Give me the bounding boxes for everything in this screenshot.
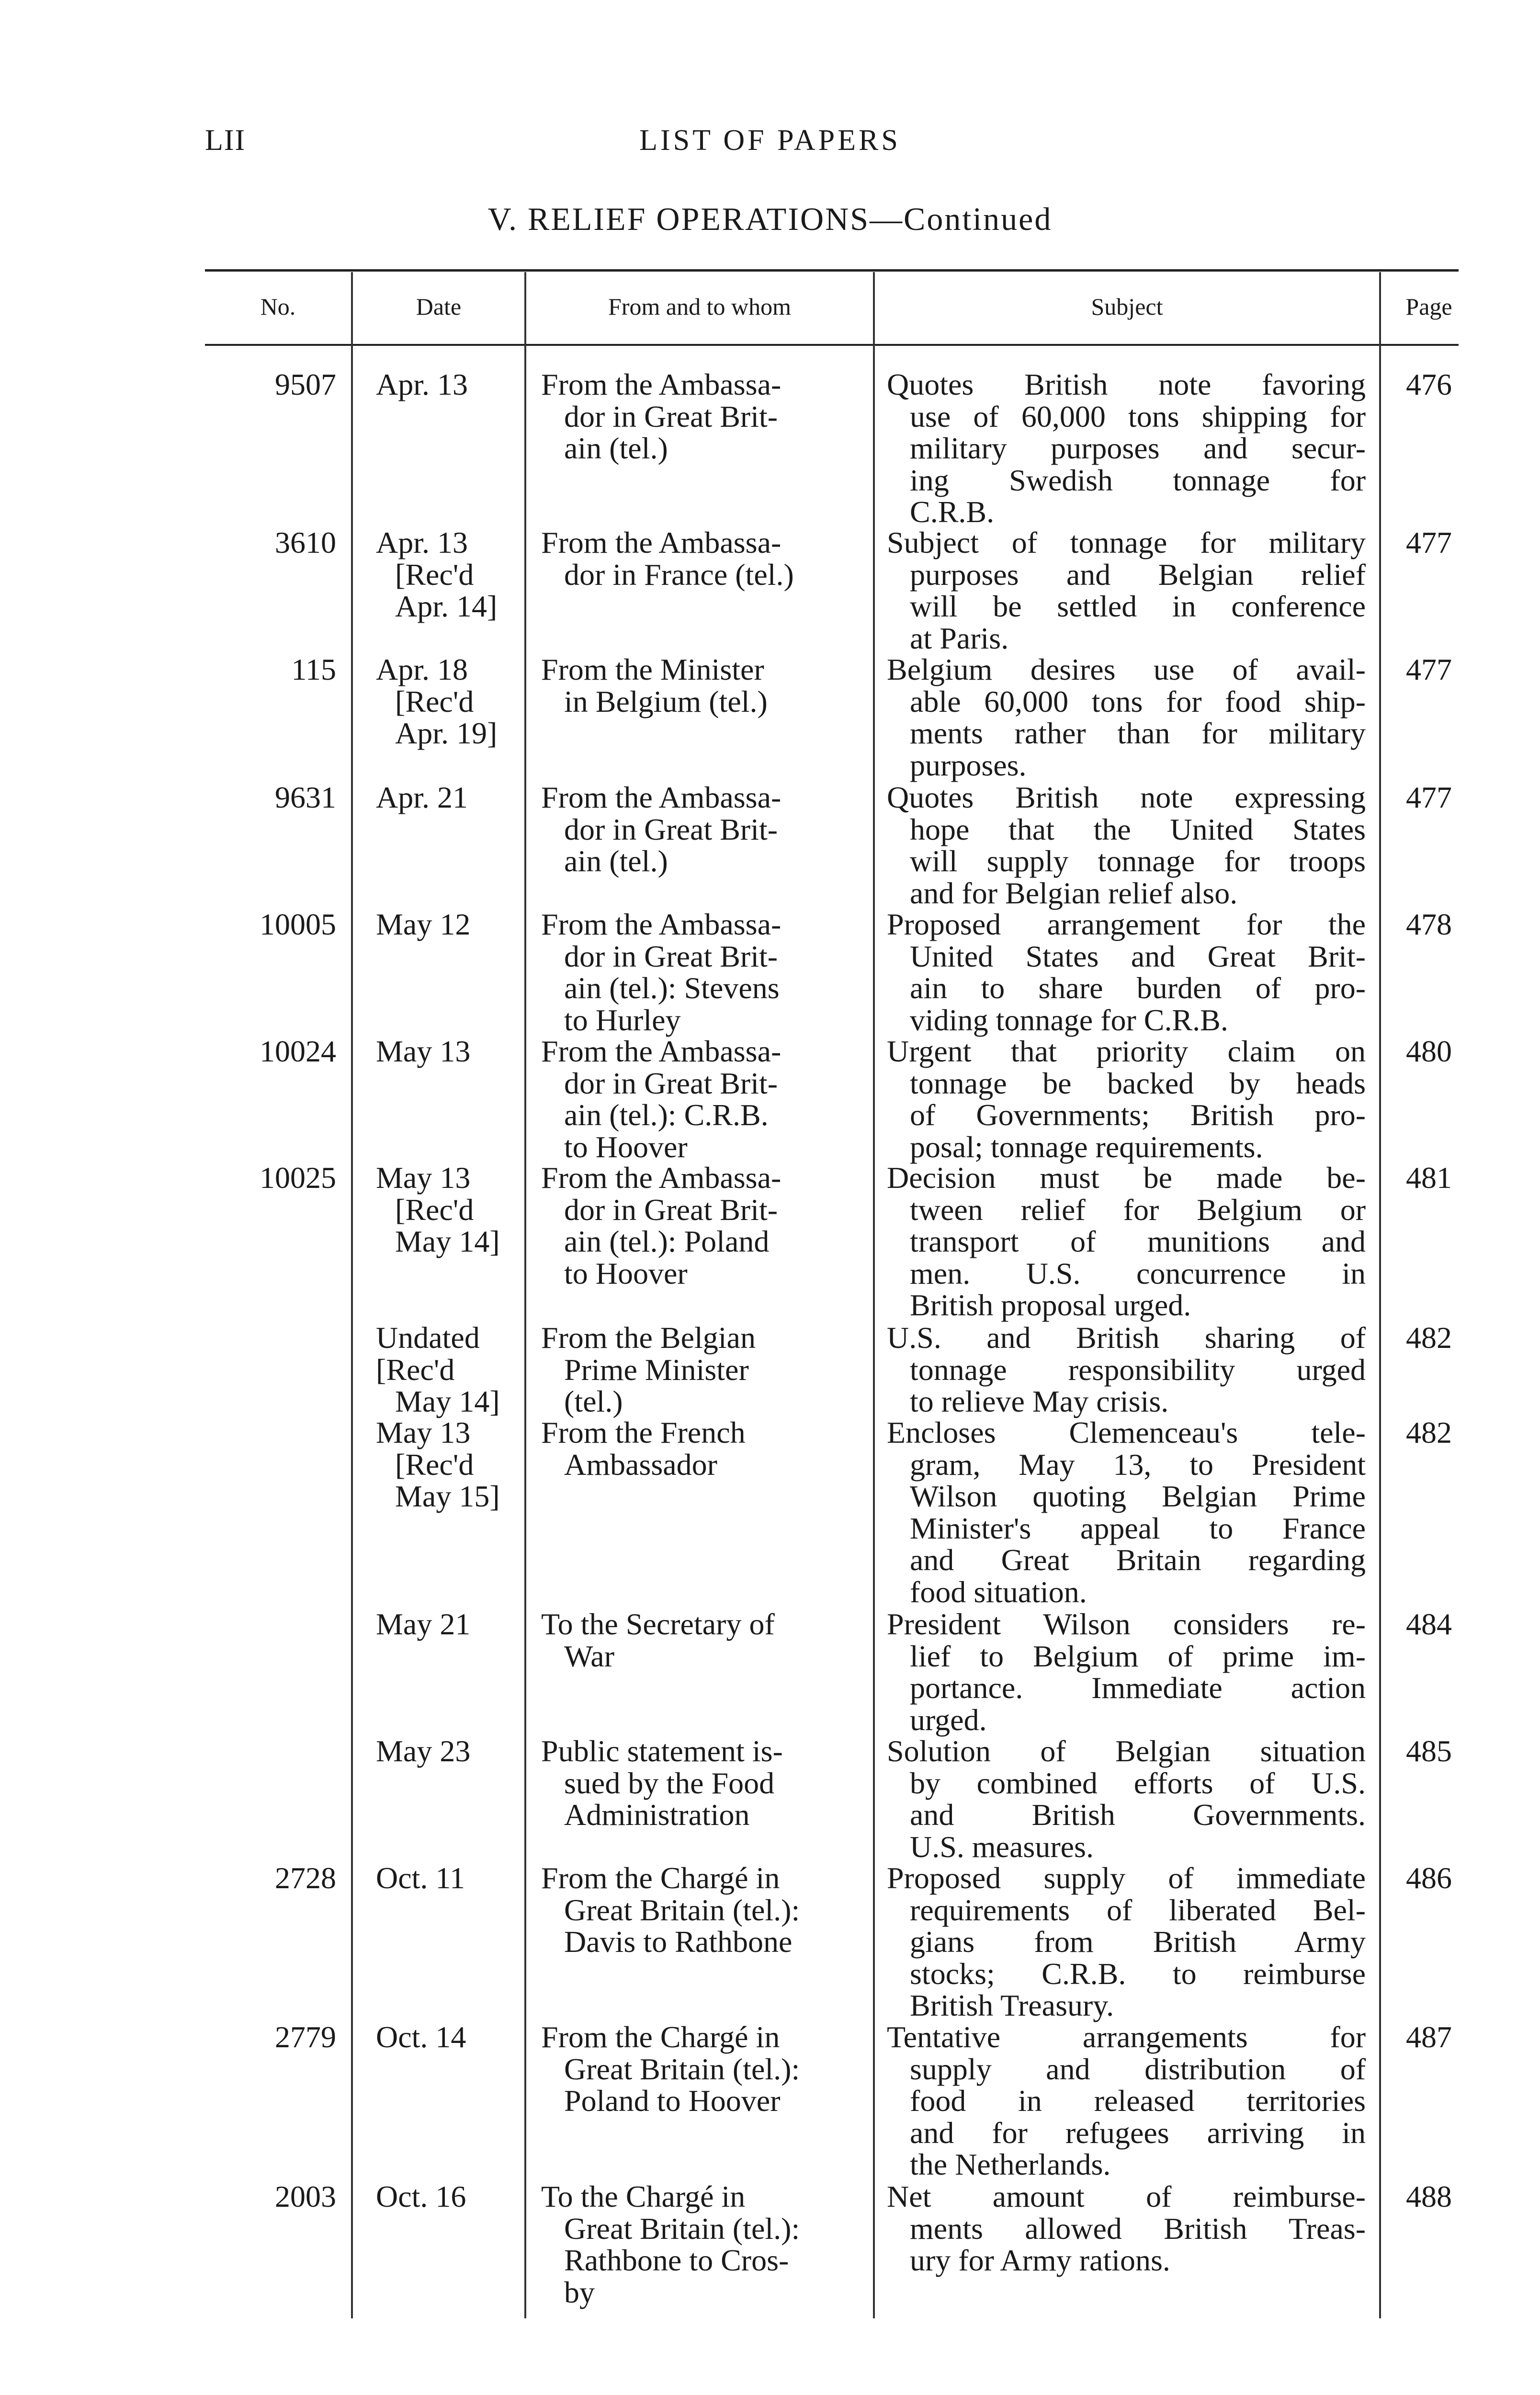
paper-page: 477 (1406, 652, 1452, 686)
from-to-line: to Hoover (564, 1256, 688, 1290)
from-to-line: Davis to Rathbone (564, 1925, 793, 1959)
paper-subject (887, 1417, 1366, 1608)
from-to-line: Great Britain (tel.): (564, 1893, 800, 1927)
paper-date (376, 909, 527, 941)
from-to-line: Rathbone to Cros- (564, 2243, 789, 2277)
paper-from-to (541, 527, 862, 591)
paper-page: 476 (1406, 367, 1452, 401)
from-to-line: From the Ambassa- (541, 367, 781, 401)
from-to-line: From the Ambassa- (541, 780, 781, 814)
from-to-line: From the Chargé in (541, 1861, 780, 1895)
subject-line: U.S. and British sharing of (887, 1321, 1366, 1355)
subject-line: gram, May 13, to President (910, 1447, 1366, 1482)
subject-line: Proposed arrangement for the (887, 907, 1366, 941)
subject-line: Proposed supply of immediate (887, 1861, 1366, 1895)
subject-line: will be settled in conference (910, 589, 1366, 623)
from-to-line: to Hurley (564, 1003, 681, 1037)
paper-from-to (541, 1862, 862, 1958)
subject-line: Subject of tonnage for military (887, 525, 1366, 559)
date-line: Oct. 14 (376, 2020, 466, 2054)
paper-from-to (541, 1322, 862, 1418)
subject-line: British Treasury. (910, 1988, 1114, 2022)
paper-page: 482 (1406, 1321, 1452, 1355)
from-to-line: Ambassador (564, 1447, 717, 1482)
subject-line: tonnage responsibility urged (910, 1352, 1366, 1387)
from-to-line: Great Britain (tel.): (564, 2211, 800, 2246)
from-to-line: ain (tel.): Stevens (564, 971, 780, 1005)
subject-line: food situation. (910, 1574, 1087, 1609)
subject-line: viding tonnage for C.R.B. (910, 1003, 1228, 1037)
subject-line: Net amount of reimburse- (887, 2179, 1366, 2213)
subject-line: of Governments; British pro- (910, 1098, 1366, 1132)
paper-page: 488 (1406, 2179, 1452, 2213)
from-to-line: From the Ambassa- (541, 525, 781, 559)
from-to-line: From the Chargé in (541, 2020, 780, 2054)
subject-line: Decision must be made be- (887, 1161, 1366, 1195)
paper-number: 9507 (275, 367, 336, 401)
from-to-line: in Belgium (tel.) (564, 684, 768, 718)
date-line: May 13 (376, 1161, 471, 1195)
date-line: [Rec'd (395, 1447, 474, 1482)
subject-line: gians from British Army (910, 1925, 1366, 1959)
paper-date (376, 369, 527, 401)
from-to-line: dor in Great Brit- (564, 1066, 778, 1100)
subject-line: ments rather than for military (910, 716, 1366, 750)
from-to-line: To the Secretary of (541, 1607, 775, 1641)
from-to-line: ain (tel.): Poland (564, 1224, 770, 1258)
paper-page: 485 (1406, 1734, 1452, 1768)
paper-date (376, 1608, 527, 1641)
subject-line: by combined efforts of U.S. (910, 1766, 1366, 1800)
column-header-subject: Subject (1091, 293, 1163, 320)
page-number: LII (205, 124, 246, 157)
paper-from-to (541, 1036, 862, 1163)
date-line: May 21 (376, 1607, 471, 1641)
subject-line: at Paris. (910, 621, 1009, 655)
paper-number: 115 (291, 652, 336, 686)
from-to-line: to Hoover (564, 1129, 688, 1164)
paper-number: 3610 (275, 525, 336, 559)
subject-line: ing Swedish tonnage for (910, 463, 1366, 497)
paper-from-to (541, 782, 862, 878)
paper-subject (887, 1162, 1366, 1322)
paper-number: 10024 (260, 1034, 336, 1068)
subject-line: will supply tonnage for troops (910, 844, 1366, 878)
from-to-line: From the Ambassa- (541, 1161, 781, 1195)
subject-line: tween relief for Belgium or (910, 1192, 1366, 1227)
from-to-line: sued by the Food (564, 1766, 775, 1800)
subject-line: military purposes and secur- (910, 431, 1366, 465)
subject-line: food in released territories (910, 2084, 1366, 2118)
paper-number: 2779 (275, 2020, 336, 2054)
paper-from-to (541, 2021, 862, 2117)
table-header-rule (205, 344, 1459, 346)
paper-number: 9631 (275, 780, 336, 814)
paper-subject (887, 1036, 1366, 1163)
subject-line: Quotes British note expressing (887, 780, 1366, 814)
paper-from-to (541, 909, 862, 1036)
paper-page: 477 (1406, 525, 1452, 559)
paper-page: 481 (1406, 1161, 1452, 1195)
paper-subject (887, 1608, 1366, 1736)
paper-date (376, 654, 527, 750)
date-line: [Rec'd (395, 684, 474, 718)
date-line: May 14] (395, 1384, 500, 1418)
from-to-line: dor in Great Brit- (564, 1192, 778, 1227)
paper-number: 10025 (260, 1161, 336, 1195)
column-header-from-to: From and to whom (608, 293, 791, 320)
date-line: Apr. 13 (376, 367, 468, 401)
subject-line: Solution of Belgian situation (887, 1734, 1366, 1768)
from-to-line: dor in Great Brit- (564, 399, 778, 433)
subject-line: transport of munitions and (910, 1224, 1366, 1258)
from-to-line: ain (tel.): C.R.B. (564, 1098, 769, 1132)
subject-line: ments allowed British Treas- (910, 2211, 1366, 2246)
subject-line: Quotes British note favoring (887, 367, 1366, 401)
paper-subject (887, 527, 1366, 654)
paper-subject (887, 369, 1366, 528)
subject-line: Tentative arrangements for (887, 2020, 1366, 2054)
subject-line: Minister's appeal to France (910, 1511, 1366, 1545)
from-to-line: dor in France (tel.) (564, 557, 794, 592)
subject-line: President Wilson considers re- (887, 1607, 1366, 1641)
date-line: Apr. 18 (376, 652, 468, 686)
paper-date (376, 1862, 527, 1894)
date-line: [Rec'd (395, 1192, 474, 1227)
date-line: [Rec'd (376, 1352, 455, 1387)
subject-line: requirements of liberated Bel- (910, 1893, 1366, 1927)
subject-line: stocks; C.R.B. to reimburse (910, 1956, 1366, 1991)
from-to-line: Prime Minister (564, 1352, 749, 1387)
date-line: May 15] (395, 1479, 500, 1513)
subject-line: urged. (910, 1702, 987, 1737)
subject-line: ain to share burden of pro- (910, 971, 1366, 1005)
subject-line: Belgium desires use of avail- (887, 652, 1366, 686)
column-header-no: No. (260, 293, 296, 320)
paper-date (376, 1735, 527, 1768)
paper-from-to (541, 2181, 862, 2308)
paper-subject (887, 1735, 1366, 1863)
subject-line: purposes. (910, 748, 1027, 782)
subject-line: British proposal urged. (910, 1288, 1191, 1322)
date-line: Apr. 19] (395, 716, 498, 750)
date-line: May 23 (376, 1734, 471, 1768)
subject-line: Encloses Clemenceau's tele- (887, 1415, 1366, 1449)
date-line: Oct. 11 (376, 1861, 465, 1895)
paper-subject (887, 1322, 1366, 1418)
section-title: V. RELIEF OPERATIONS—Continued (487, 201, 1053, 237)
from-to-line: From the Ambassa- (541, 907, 781, 941)
from-to-line: dor in Great Brit- (564, 812, 778, 846)
subject-line: and British Governments. (910, 1798, 1366, 1832)
column-header-date: Date (416, 293, 462, 320)
paper-subject (887, 2021, 1366, 2181)
paper-number: 10005 (260, 907, 336, 941)
date-line: Undated (376, 1321, 480, 1355)
subject-line: hope that the United States (910, 812, 1366, 846)
date-line: Apr. 14] (395, 589, 498, 623)
from-to-line: From the Ambassa- (541, 1034, 781, 1068)
paper-date (376, 1322, 527, 1418)
paper-from-to (541, 369, 862, 465)
paper-date (376, 1162, 527, 1258)
from-to-line: To the Chargé in (541, 2179, 746, 2213)
paper-number: 2728 (275, 1861, 336, 1895)
paper-date (376, 1036, 527, 1068)
paper-subject (887, 654, 1366, 781)
from-to-line: Administration (564, 1798, 750, 1832)
from-to-line: Poland to Hoover (564, 2084, 781, 2118)
subject-line: and Great Britain regarding (910, 1543, 1366, 1577)
paper-from-to (541, 1162, 862, 1289)
paper-page: 482 (1406, 1415, 1452, 1449)
column-header-page: Page (1405, 293, 1452, 320)
subject-line: purposes and Belgian relief (910, 557, 1366, 592)
from-to-line: by (564, 2275, 595, 2309)
subject-line: portance. Immediate action (910, 1671, 1366, 1705)
subject-line: ury for Army rations. (910, 2243, 1170, 2277)
from-to-line: War (564, 1639, 614, 1673)
subject-line: and for Belgian relief also. (910, 876, 1238, 910)
paper-page: 480 (1406, 1034, 1452, 1068)
subject-line: C.R.B. (910, 495, 995, 529)
subject-line: to relieve May crisis. (910, 1384, 1169, 1418)
date-line: Apr. 13 (376, 525, 468, 559)
date-line: May 14] (395, 1224, 500, 1258)
subject-line: and for refugees arriving in (910, 2115, 1366, 2150)
from-to-line: From the French (541, 1415, 746, 1449)
paper-page: 478 (1406, 907, 1452, 941)
paper-from-to (541, 1735, 862, 1831)
paper-subject (887, 909, 1366, 1036)
subject-line: Urgent that priority claim on (887, 1034, 1366, 1068)
paper-page: 486 (1406, 1861, 1452, 1895)
column-divider (351, 272, 353, 2318)
column-divider (1379, 272, 1381, 2318)
subject-line: United States and Great Brit- (910, 939, 1366, 973)
paper-from-to (541, 1608, 862, 1672)
subject-line: the Netherlands. (910, 2147, 1111, 2181)
subject-line: supply and distribution of (910, 2052, 1366, 2086)
column-divider (873, 272, 875, 2318)
from-to-line: ain (tel.) (564, 844, 668, 878)
from-to-line: ain (tel.) (564, 431, 668, 465)
paper-page: 477 (1406, 780, 1452, 814)
paper-number: 2003 (275, 2179, 336, 2213)
subject-line: tonnage be backed by heads (910, 1066, 1366, 1100)
paper-page: 484 (1406, 1607, 1452, 1641)
subject-line: able 60,000 tons for food ship- (910, 684, 1366, 718)
paper-from-to (541, 654, 862, 718)
paper-date (376, 527, 527, 623)
subject-line: lief to Belgium of prime im- (910, 1639, 1366, 1673)
from-to-line: Great Britain (tel.): (564, 2052, 800, 2086)
paper-from-to (541, 1417, 862, 1481)
paper-subject (887, 782, 1366, 909)
paper-date (376, 782, 527, 814)
from-to-line: dor in Great Brit- (564, 939, 778, 973)
date-line: May 12 (376, 907, 471, 941)
subject-line: U.S. measures. (910, 1829, 1094, 1864)
paper-date (376, 1417, 527, 1513)
from-to-line: Public statement is- (541, 1734, 783, 1768)
date-line: Apr. 21 (376, 780, 468, 814)
paper-subject (887, 2181, 1366, 2277)
subject-line: posal; tonnage requirements. (910, 1129, 1263, 1164)
running-title: LIST OF PAPERS (639, 124, 901, 157)
paper-date (376, 2021, 527, 2053)
paper-page: 487 (1406, 2020, 1452, 2054)
from-to-line: (tel.) (564, 1384, 623, 1418)
subject-line: men. U.S. concurrence in (910, 1256, 1366, 1290)
subject-line: use of 60,000 tons shipping for (910, 399, 1366, 433)
paper-subject (887, 1862, 1366, 2022)
date-line: [Rec'd (395, 557, 474, 592)
from-to-line: From the Minister (541, 652, 764, 686)
from-to-line: From the Belgian (541, 1321, 756, 1355)
subject-line: Wilson quoting Belgian Prime (910, 1479, 1366, 1513)
date-line: Oct. 16 (376, 2179, 466, 2213)
date-line: May 13 (376, 1034, 471, 1068)
date-line: May 13 (376, 1415, 471, 1449)
paper-date (376, 2181, 527, 2213)
